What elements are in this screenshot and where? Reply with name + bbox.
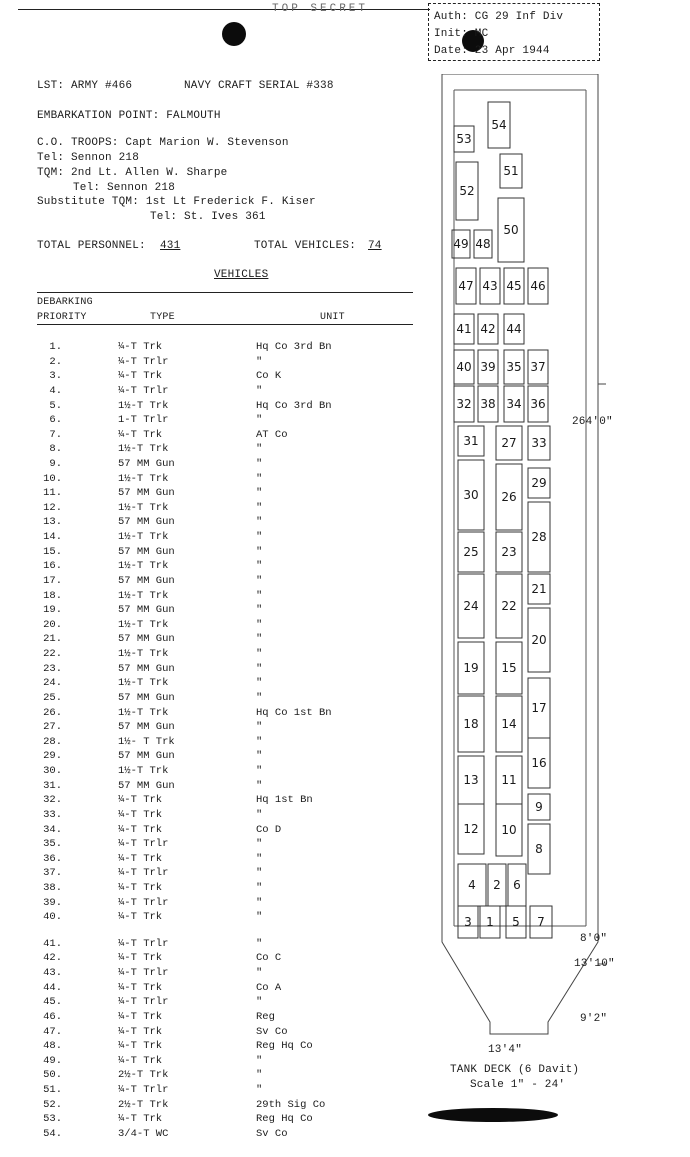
vehicle-type: ¼-T Trk	[118, 981, 163, 994]
vehicle-type: 57 MM Gun	[118, 545, 175, 558]
vehicle-unit: "	[256, 589, 263, 602]
vehicle-priority: 9.	[49, 458, 62, 470]
vehicle-type: 2½-T Trk	[118, 1098, 169, 1111]
vehicle-type: ¼-T Trk	[118, 341, 163, 353]
vehicle-priority: 23.	[43, 662, 62, 675]
vehicle-type: ¼-T Trk	[118, 852, 163, 865]
vehicle-unit: "	[256, 881, 263, 894]
vehicle-unit: "	[256, 648, 263, 660]
vehicle-priority: 22.	[43, 648, 62, 660]
stamp-date: Date: 23 Apr 1944	[434, 45, 550, 57]
vehicle-priority: 39.	[43, 896, 62, 909]
vehicle-unit: Reg Hq Co	[256, 1113, 313, 1126]
vehicle-type: 1½-T Trk	[118, 443, 169, 456]
vehicle-priority: 33.	[43, 808, 62, 821]
vehicle-type: ¼-T Trk	[118, 1040, 163, 1053]
deck-slot-label: 45	[506, 279, 522, 293]
co-telephone: Tel: Sennon 218	[37, 152, 140, 164]
vehicle-unit: "	[256, 735, 263, 748]
substitute-tqm: Substitute TQM: 1st Lt Frederick F. Kiser	[37, 196, 316, 208]
deck-width-9ft2: 9'2"	[580, 1013, 608, 1025]
vehicle-type: 57 MM Gun	[118, 604, 175, 617]
vehicle-type: 2½-T Trk	[118, 1069, 169, 1082]
vehicle-unit: Hq 1st Bn	[256, 794, 313, 807]
vehicle-unit: "	[256, 545, 263, 558]
deck-width-13ft10: 13'10"	[574, 958, 615, 970]
deck-slot-label: 16	[531, 756, 547, 770]
vehicle-priority: 50.	[43, 1069, 62, 1082]
deck-slot-label: 50	[503, 223, 519, 237]
vehicle-unit: "	[256, 458, 263, 470]
vehicle-unit: "	[256, 472, 263, 485]
vehicle-type: 1½-T Trk	[118, 648, 169, 660]
deck-slot-label: 5	[512, 915, 520, 929]
deck-slot-label: 52	[459, 184, 475, 198]
deck-width-8ft: 8'0"	[580, 933, 608, 945]
deck-slot-label: 36	[530, 397, 546, 411]
deck-slot-label: 14	[501, 717, 517, 731]
vehicle-priority: 45.	[43, 996, 62, 1009]
vehicle-type: ¼-T Trlr	[118, 838, 169, 851]
stamp-auth: Auth: CG 29 Inf Div	[434, 11, 564, 23]
redaction-bar-bottom	[428, 1108, 558, 1122]
vehicle-type: 57 MM Gun	[118, 487, 175, 500]
vehicle-unit: Sv Co	[256, 1127, 288, 1140]
tank-deck-diagram	[430, 74, 660, 1104]
vehicle-priority: 40.	[43, 911, 62, 924]
vehicle-unit: "	[256, 1084, 263, 1096]
vehicle-priority: 25.	[43, 691, 62, 704]
deck-slot-label: 41	[456, 322, 472, 336]
deck-slot-label: 32	[456, 397, 472, 411]
vehicle-priority: 28.	[43, 735, 62, 748]
deck-slot-label: 31	[463, 434, 479, 448]
vehicle-type: 1½-T Trk	[118, 589, 169, 602]
top-secret-heading: TOP SECRET	[272, 3, 369, 15]
deck-slot-label: 42	[480, 322, 496, 336]
vehicle-type: 1½-T Trk	[118, 765, 169, 777]
vehicle-unit: Co D	[256, 823, 282, 836]
vehicle-unit: "	[256, 852, 263, 865]
deck-slot-label: 30	[463, 488, 479, 502]
vehicle-priority: 43.	[43, 967, 62, 979]
vehicle-priority: 18.	[43, 589, 62, 602]
vehicle-unit: "	[256, 384, 263, 397]
vehicle-priority: 2.	[49, 355, 62, 368]
vehicle-unit: Reg	[256, 1010, 275, 1023]
deck-slot-label: 51	[503, 164, 519, 178]
vehicle-unit: "	[256, 911, 263, 924]
vehicle-priority: 1.	[49, 341, 62, 353]
vehicle-priority: 32.	[43, 794, 62, 807]
vehicle-type: 1½- T Trk	[118, 735, 175, 748]
vehicle-priority: 41.	[43, 937, 62, 950]
vehicle-priority: 5.	[49, 399, 62, 412]
deck-slot-label: 13	[463, 773, 479, 787]
deck-slot-label: 28	[531, 530, 547, 544]
deck-slot-label: 3	[464, 915, 472, 929]
deck-slot-label: 38	[480, 397, 496, 411]
vehicles-section-title: VEHICLES	[214, 269, 269, 281]
vehicle-unit: "	[256, 937, 263, 950]
vehicle-type: ¼-T Trk	[118, 370, 163, 383]
vehicle-type: ¼-T Trlr	[118, 384, 169, 397]
vehicle-unit: "	[256, 618, 263, 631]
col-header-type: TYPE	[150, 312, 175, 323]
deck-slot-label: 18	[463, 717, 479, 731]
vehicle-type: 1½-T Trk	[118, 618, 169, 631]
vehicle-unit: "	[256, 560, 263, 573]
total-personnel-label: TOTAL PERSONNEL:	[37, 240, 146, 252]
vehicle-unit: "	[256, 443, 263, 456]
total-personnel-value: 431	[160, 240, 181, 252]
total-vehicles-label: TOTAL VEHICLES:	[254, 240, 357, 252]
deck-slot-label: 8	[535, 842, 543, 856]
deck-slot-label: 35	[506, 360, 522, 374]
vehicle-type: ¼-T Trk	[118, 1010, 163, 1023]
vehicle-priority: 52.	[43, 1098, 62, 1111]
deck-slot-label: 27	[501, 436, 517, 450]
vehicle-type: 57 MM Gun	[118, 779, 175, 792]
vehicle-type: 1½-T Trk	[118, 472, 169, 485]
vehicle-type: 1-T Trlr	[118, 414, 169, 427]
deck-slot-label: 54	[491, 118, 507, 132]
vehicle-unit: "	[256, 487, 263, 500]
vehicle-type: 57 MM Gun	[118, 662, 175, 675]
deck-slot-label: 22	[501, 599, 517, 613]
vehicle-unit: Hq Co 1st Bn	[256, 706, 332, 719]
vehicle-priority: 53.	[43, 1113, 62, 1126]
vehicle-unit: "	[256, 414, 263, 427]
vehicle-type: ¼-T Trk	[118, 1054, 163, 1067]
vehicle-priority: 17.	[43, 574, 62, 587]
vehicle-type: 57 MM Gun	[118, 574, 175, 587]
ramp-width-13ft4: 13'4"	[488, 1044, 523, 1056]
vehicle-type: 57 MM Gun	[118, 516, 175, 529]
vehicle-priority: 15.	[43, 545, 62, 558]
vehicle-type: 57 MM Gun	[118, 721, 175, 734]
vehicle-priority: 10.	[43, 472, 62, 485]
vehicle-priority: 19.	[43, 604, 62, 617]
vehicle-priority: 7.	[49, 428, 62, 441]
vehicle-unit: Reg Hq Co	[256, 1040, 313, 1053]
deck-slot-label: 47	[458, 279, 474, 293]
vehicle-priority: 21.	[43, 633, 62, 646]
vehicle-unit: "	[256, 691, 263, 704]
vehicle-unit: Co C	[256, 952, 282, 965]
total-vehicles-value: 74	[368, 240, 382, 252]
vehicle-type: 1½-T Trk	[118, 706, 169, 719]
vehicle-priority: 13.	[43, 516, 62, 529]
vehicle-unit: "	[256, 516, 263, 529]
vehicle-unit: "	[256, 501, 263, 514]
vehicle-type: 1½-T Trk	[118, 531, 169, 544]
deck-slot-label: 49	[453, 237, 469, 251]
vehicle-type: ¼-T Trk	[118, 808, 163, 821]
vehicle-priority: 47.	[43, 1025, 62, 1038]
vehicle-priority: 30.	[43, 765, 62, 777]
lst-number: LST: ARMY #466	[37, 80, 133, 92]
vehicle-priority: 37.	[43, 867, 62, 880]
vehicle-unit: "	[256, 1069, 263, 1082]
vehicle-priority: 42.	[43, 952, 62, 965]
vehicle-priority: 24.	[43, 677, 62, 690]
deck-slot-label: 53	[456, 132, 472, 146]
deck-slots	[452, 102, 552, 938]
vehicle-type: ¼-T Trk	[118, 952, 163, 965]
vehicle-unit: Hq Co 3rd Bn	[256, 341, 332, 353]
vehicle-type: ¼-T Trlr	[118, 937, 169, 950]
co-troops: C.O. TROOPS: Capt Marion W. Stevenson	[37, 137, 289, 149]
deck-slot-label: 17	[531, 701, 547, 715]
substitute-telephone: Tel: St. Ives 361	[150, 211, 266, 223]
stamp-init: Init: MC	[434, 28, 489, 40]
vehicle-priority: 35.	[43, 838, 62, 851]
vehicle-unit: "	[256, 779, 263, 792]
vehicle-type: 1½-T Trk	[118, 501, 169, 514]
embarkation-point: EMBARKATION POINT: FALMOUTH	[37, 110, 221, 122]
tqm-officer: TQM: 2nd Lt. Allen W. Sharpe	[37, 167, 228, 179]
deck-slot-label: 37	[530, 360, 546, 374]
vehicle-priority: 26.	[43, 706, 62, 719]
vehicle-type: ¼-T Trk	[118, 911, 163, 924]
deck-slot-label: 39	[480, 360, 496, 374]
col-header-priority: PRIORITY	[37, 312, 87, 323]
vehicle-unit: 29th Sig Co	[256, 1098, 326, 1111]
vehicle-type: 57 MM Gun	[118, 458, 175, 470]
tqm-telephone: Tel: Sennon 218	[73, 182, 176, 194]
deck-slot-label: 4	[468, 878, 476, 892]
vehicle-type: 1½-T Trk	[118, 560, 169, 573]
vehicle-unit: "	[256, 896, 263, 909]
vehicle-type: ¼-T Trlr	[118, 355, 169, 368]
vehicle-type: 1½-T Trk	[118, 677, 169, 690]
vehicle-priority: 3.	[49, 370, 62, 383]
vehicle-priority: 6.	[49, 414, 62, 427]
table-top-rule	[37, 292, 413, 293]
vehicle-unit: "	[256, 867, 263, 880]
vehicle-priority: 11.	[43, 487, 62, 500]
vehicle-unit: "	[256, 1054, 263, 1067]
deck-slot-label: 2	[493, 878, 501, 892]
deck-slot-label: 10	[501, 823, 517, 837]
vehicle-unit: "	[256, 662, 263, 675]
vehicle-unit: "	[256, 633, 263, 646]
vehicle-priority: 14.	[43, 531, 62, 544]
deck-slot-label: 12	[463, 822, 479, 836]
vehicle-priority: 51.	[43, 1084, 62, 1096]
vehicle-type: 3/4-T WC	[118, 1127, 169, 1140]
vehicle-priority: 38.	[43, 881, 62, 894]
vehicle-priority: 16.	[43, 560, 62, 573]
col-header-debarking: DEBARKING	[37, 297, 93, 308]
navy-craft-serial: NAVY CRAFT SERIAL #338	[184, 80, 334, 92]
vehicle-priority: 12.	[43, 501, 62, 514]
vehicle-unit: "	[256, 838, 263, 851]
deck-slot-label: 15	[501, 661, 517, 675]
deck-slot-label: 33	[531, 436, 547, 450]
vehicle-type: ¼-T Trk	[118, 1113, 163, 1126]
vehicle-priority: 4.	[49, 384, 62, 397]
vehicle-priority: 46.	[43, 1010, 62, 1023]
deck-slot-label: 25	[463, 545, 479, 559]
deck-length-dimension: 264'0"	[572, 416, 613, 428]
vehicle-priority: 54.	[43, 1127, 62, 1140]
vehicle-unit: AT Co	[256, 428, 288, 441]
vehicle-unit: Hq Co 3rd Bn	[256, 399, 332, 412]
vehicle-unit: "	[256, 967, 263, 979]
vehicle-unit: Sv Co	[256, 1025, 288, 1038]
deck-slot-label: 1	[486, 915, 494, 929]
vehicle-unit: "	[256, 531, 263, 544]
vehicle-unit: Co A	[256, 981, 282, 994]
deck-slot-label: 34	[506, 397, 522, 411]
deck-slot-label: 9	[535, 800, 543, 814]
deck-slot-label: 11	[501, 773, 517, 787]
vehicle-unit: "	[256, 677, 263, 690]
col-header-unit: UNIT	[320, 312, 345, 323]
deck-slot-label: 7	[537, 915, 545, 929]
vehicle-type: ¼-T Trlr	[118, 1084, 169, 1096]
vehicle-priority: 20.	[43, 618, 62, 631]
vehicle-priority: 8.	[49, 443, 62, 456]
deck-slot-label: 43	[482, 279, 498, 293]
vehicle-unit: "	[256, 750, 263, 763]
vehicle-priority: 36.	[43, 852, 62, 865]
deck-slot-label: 23	[501, 545, 517, 559]
deck-scale: Scale 1" - 24'	[470, 1079, 566, 1091]
vehicle-type: 57 MM Gun	[118, 633, 175, 646]
deck-slot-label: 21	[531, 582, 547, 596]
table-header-rule	[37, 324, 413, 325]
vehicle-unit: "	[256, 765, 263, 777]
vehicle-priority: 27.	[43, 721, 62, 734]
deck-slot-label: 46	[530, 279, 546, 293]
vehicle-type: ¼-T Trk	[118, 794, 163, 807]
vehicle-type: ¼-T Trk	[118, 428, 163, 441]
vehicle-unit: "	[256, 604, 263, 617]
vehicle-priority: 31.	[43, 779, 62, 792]
deck-slot-label: 40	[456, 360, 472, 374]
vehicle-priority: 29.	[43, 750, 62, 763]
deck-slot-label: 44	[506, 322, 522, 336]
deck-slot-label: 26	[501, 490, 517, 504]
vehicle-type: ¼-T Trk	[118, 823, 163, 836]
vehicle-type: ¼-T Trlr	[118, 896, 169, 909]
vehicle-type: 57 MM Gun	[118, 750, 175, 763]
vehicle-type: ¼-T Trlr	[118, 867, 169, 880]
vehicle-priority: 34.	[43, 823, 62, 836]
vehicle-type: 57 MM Gun	[118, 691, 175, 704]
vehicle-type: 1½-T Trk	[118, 399, 169, 412]
vehicle-unit: "	[256, 721, 263, 734]
tank-deck-caption: TANK DECK (6 Davit)	[450, 1064, 580, 1076]
vehicle-type: ¼-T Trlr	[118, 967, 169, 979]
deck-slot-label: 19	[463, 661, 479, 675]
deck-slot-label: 24	[463, 599, 479, 613]
vehicle-unit: "	[256, 996, 263, 1009]
vehicle-unit: "	[256, 808, 263, 821]
top-rule	[18, 9, 430, 10]
vehicle-unit: Co K	[256, 370, 282, 383]
vehicle-type: ¼-T Trlr	[118, 996, 169, 1009]
vehicle-type: ¼-T Trk	[118, 1025, 163, 1038]
redaction-mark-top	[222, 22, 246, 46]
vehicle-priority: 44.	[43, 981, 62, 994]
vehicle-unit: "	[256, 574, 263, 587]
vehicle-unit: "	[256, 355, 263, 368]
vehicle-type: ¼-T Trk	[118, 881, 163, 894]
deck-slot-label: 20	[531, 633, 547, 647]
deck-slot-label: 6	[513, 878, 521, 892]
deck-slot-label: 29	[531, 476, 547, 490]
vehicle-priority: 48.	[43, 1040, 62, 1053]
vehicle-priority: 49.	[43, 1054, 62, 1067]
deck-slot-label: 48	[475, 237, 491, 251]
